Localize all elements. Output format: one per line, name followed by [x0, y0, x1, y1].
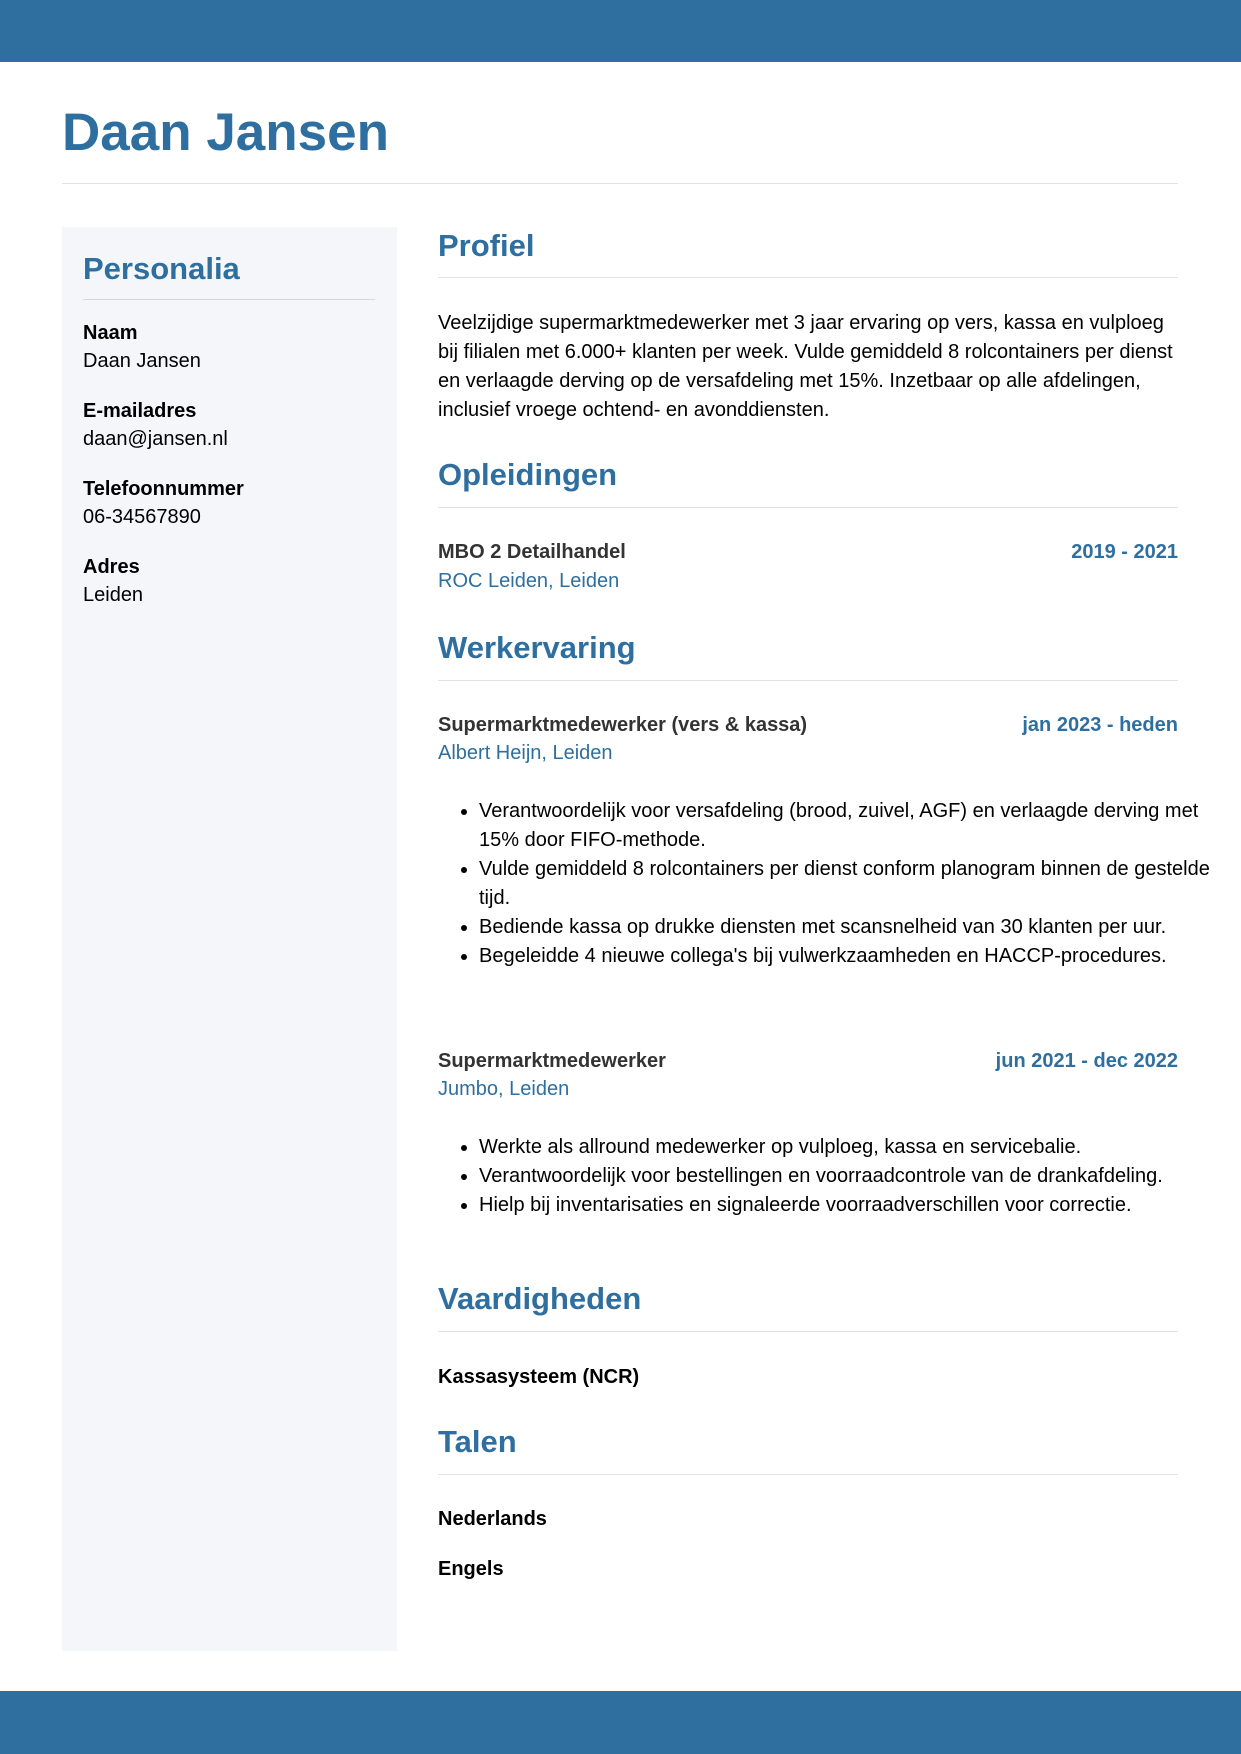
job-title: Supermarktmedewerker (vers & kassa): [438, 714, 808, 736]
field-address: [83, 553, 143, 609]
job-bullets: [438, 797, 1219, 971]
education-title: Opleidingen: [438, 457, 618, 492]
field-email: [83, 397, 228, 453]
experience-title: Werkervaring: [438, 630, 636, 665]
sidebar-divider: [83, 299, 375, 300]
experience-divider: [438, 680, 1178, 681]
profile-title: Profiel: [438, 228, 535, 263]
field-value: daan@jansen.nl: [83, 428, 228, 450]
top-accent-bar: [0, 0, 1241, 62]
field-name: [83, 319, 201, 375]
language-item: Engels: [438, 1558, 504, 1580]
list-item: • Begeleidde 4 nieuwe collega's bij vulwerkzaamheden en HACCP-procedures.: [479, 942, 1219, 971]
field-value: Daan Jansen: [83, 350, 201, 372]
job-employer: Albert Heijn, Leiden: [438, 742, 613, 764]
languages-divider: [438, 1474, 1178, 1475]
profile-divider: [438, 277, 1178, 278]
profile-text: Veelzijdige supermarktmedewerker met 3 jaar ervaring op vers, kassa en vulploeg bij filialen met 6.000+ klanten per week. Vulde gemiddeld 8 rolcontainers per dienst en verlaagde derving op de versafdeling met 15%. Inzetbaar op alle afdelingen, inclusief vroege ochtend- en avonddiensten.: [438, 312, 1173, 421]
field-label: Adres: [83, 556, 140, 578]
list-item: • Vulde gemiddeld 8 rolcontainers per dienst conform planogram binnen de gestelde tijd.: [479, 855, 1219, 913]
field-label: E-mailadres: [83, 400, 197, 422]
skill-item: Kassasysteem (NCR): [438, 1366, 640, 1388]
education-date: 2019 - 2021: [1071, 541, 1178, 563]
language-item: Nederlands: [438, 1508, 547, 1530]
job-bullets: [438, 1133, 1219, 1220]
education-divider: [438, 507, 1178, 508]
field-label: Telefoonnummer: [83, 478, 244, 500]
sidebar-title: Personalia: [83, 251, 240, 286]
education-degree: MBO 2 Detailhandel: [438, 541, 626, 563]
list-item: • Verantwoordelijk voor bestellingen en voorraadcontrole van de drankafdeling.: [479, 1162, 1219, 1191]
list-item: • Bediende kassa op drukke diensten met scansnelheid van 30 klanten per uur.: [479, 913, 1219, 942]
job-employer: Jumbo, Leiden: [438, 1078, 570, 1100]
list-item: • Werkte als allround medewerker op vulploeg, kassa en servicebalie.: [479, 1133, 1219, 1162]
header-divider: [62, 183, 1178, 184]
field-value: Leiden: [83, 584, 144, 606]
field-label: Naam: [83, 322, 138, 344]
job-title: Supermarktmedewerker: [438, 1050, 666, 1072]
skills-divider: [438, 1331, 1178, 1332]
field-phone: [83, 475, 244, 531]
skills-title: Vaardigheden: [438, 1281, 642, 1316]
personal-info-sidebar: [62, 227, 397, 1651]
job-date: jan 2023 - heden: [1022, 714, 1178, 736]
languages-title: Talen: [438, 1424, 517, 1459]
bottom-accent-bar: [0, 1691, 1241, 1754]
list-item: • Hielp bij inventarisaties en signaleerde voorraadverschillen voor correctie.: [479, 1191, 1219, 1220]
candidate-name: Daan Jansen: [62, 103, 389, 162]
job-date: jun 2021 - dec 2022: [995, 1050, 1178, 1072]
list-item: • Verantwoordelijk voor versafdeling (brood, zuivel, AGF) en verlaagde derving met 15% door FIFO-methode.: [479, 797, 1219, 855]
field-value: 06-34567890: [83, 506, 201, 528]
education-school: ROC Leiden, Leiden: [438, 570, 620, 592]
